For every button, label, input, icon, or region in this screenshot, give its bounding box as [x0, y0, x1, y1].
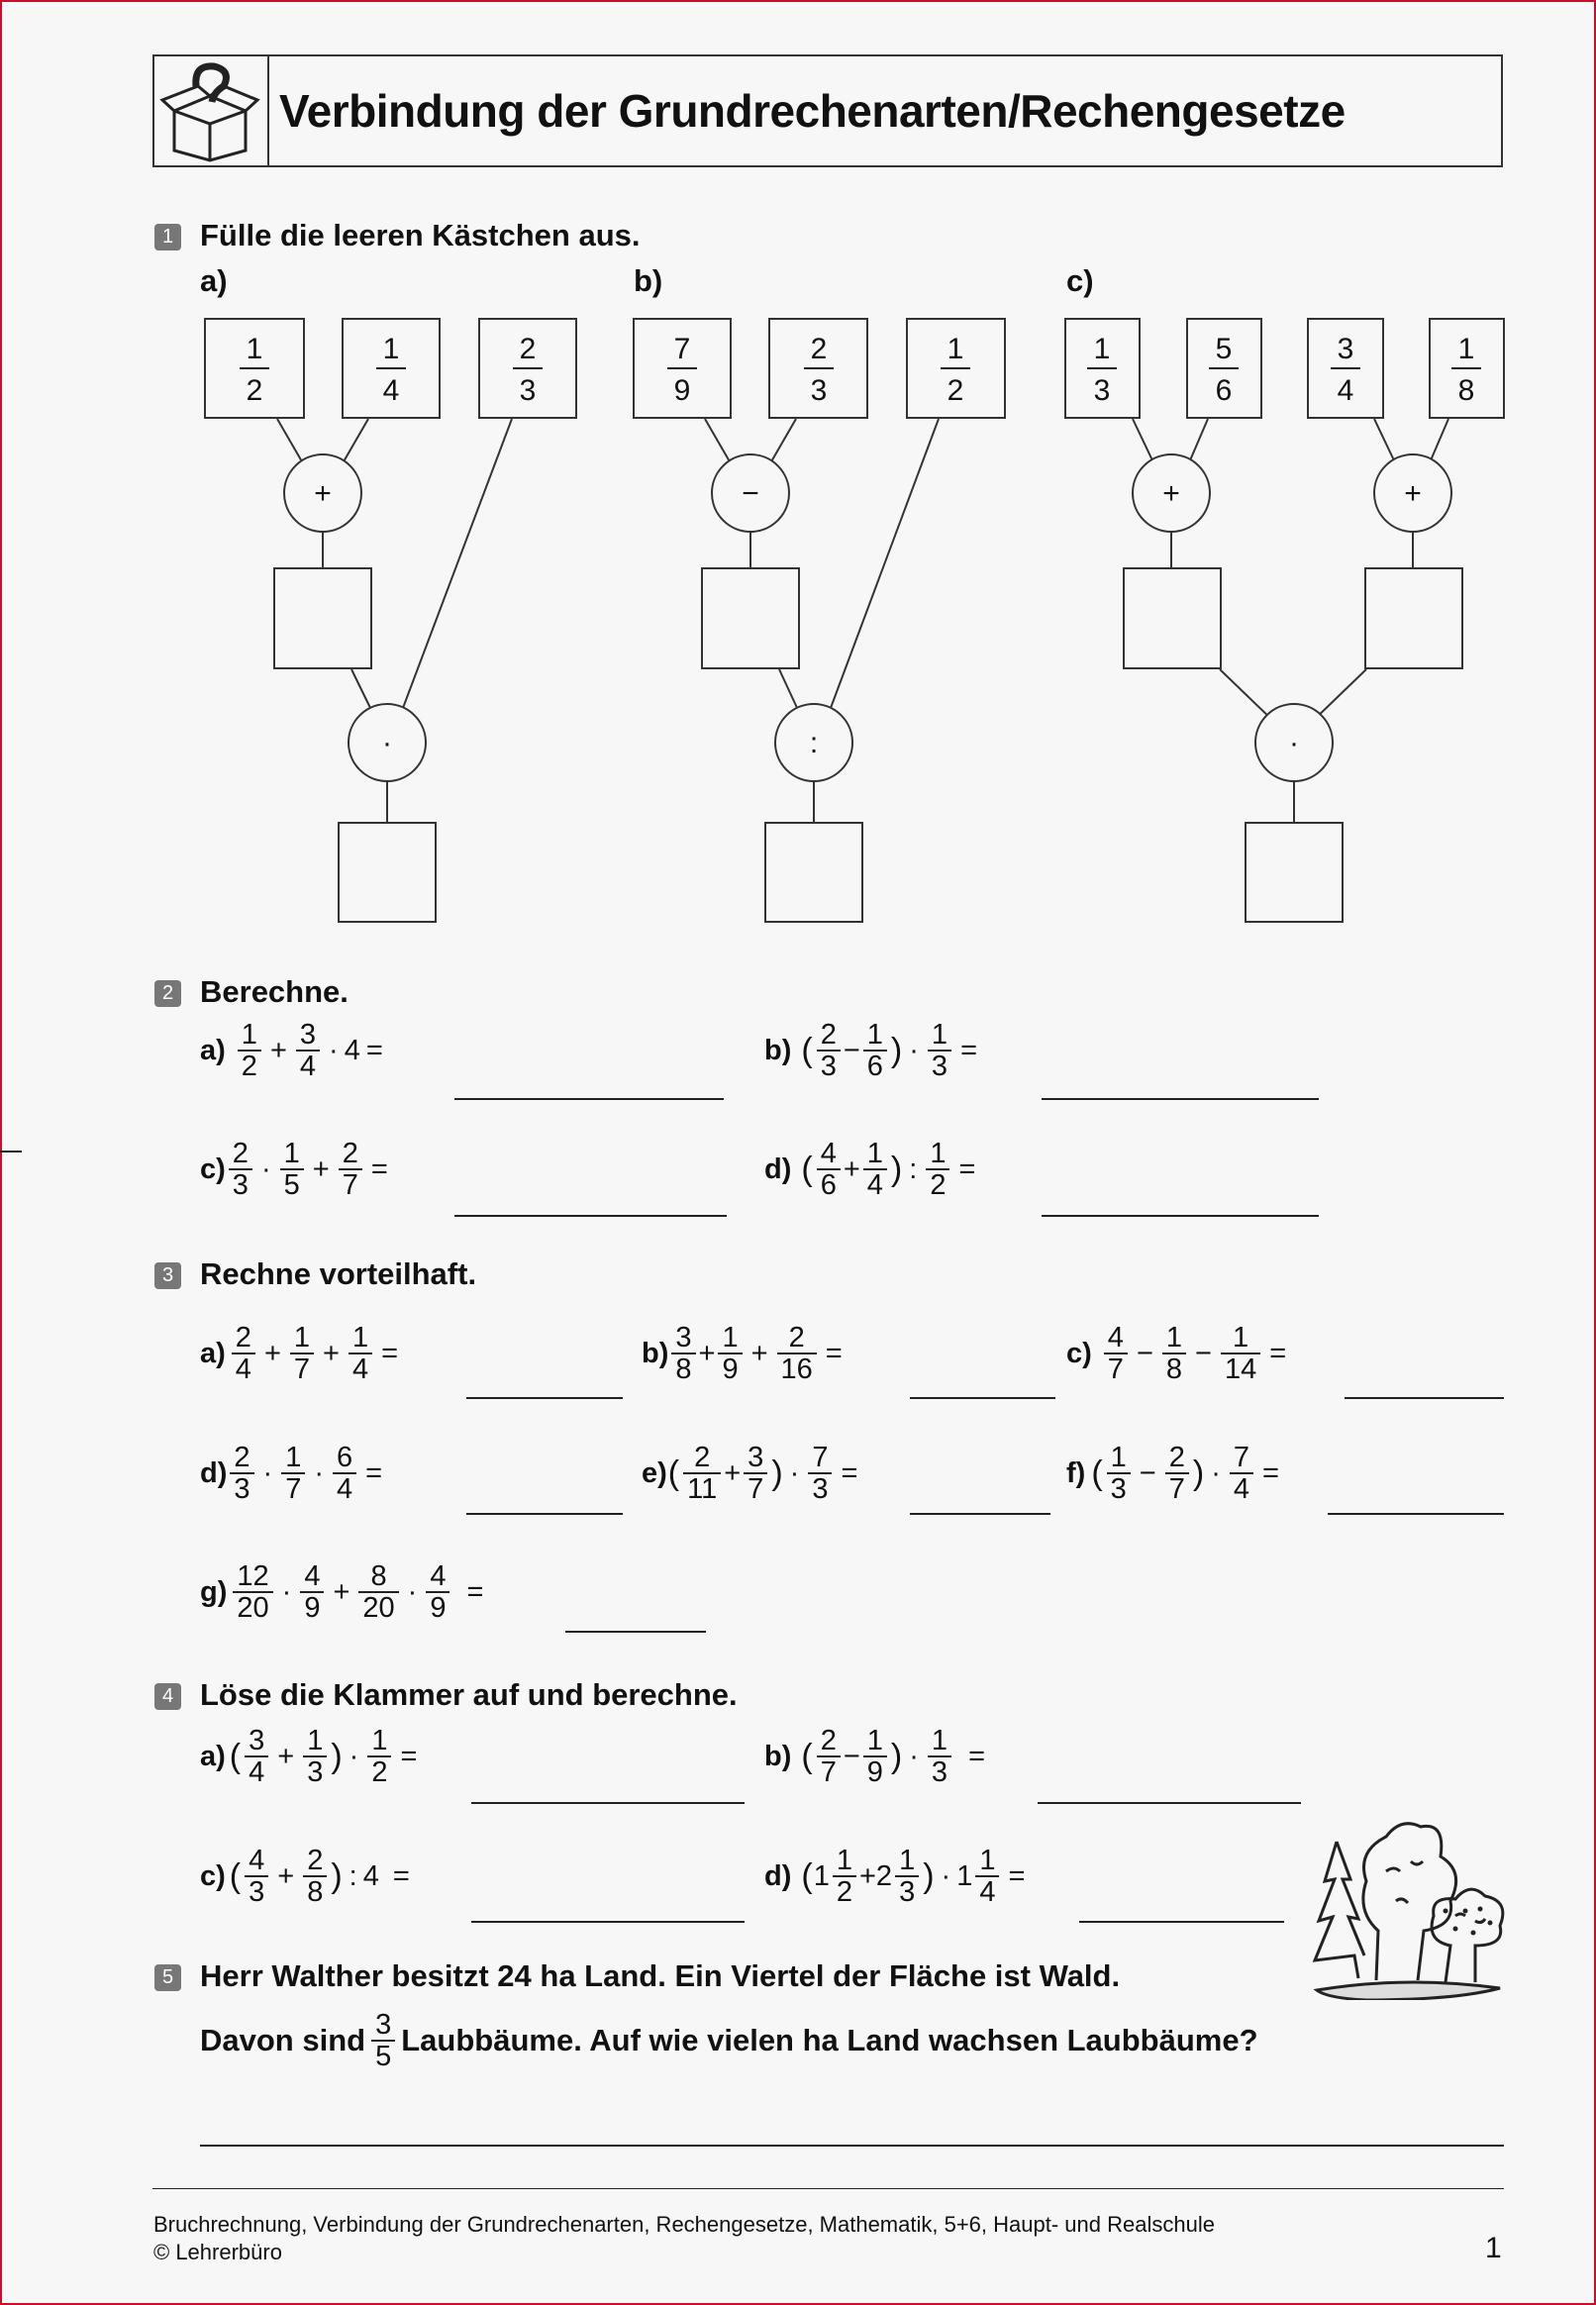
- answer-line-2a[interactable]: [454, 1098, 724, 1100]
- task-2a-label: a): [200, 1034, 226, 1066]
- task-2-title: Berechne.: [200, 974, 349, 1009]
- box-b2-num: 2: [810, 333, 828, 365]
- box-a3-den: 3: [519, 374, 537, 407]
- op-a2: ·: [382, 727, 392, 759]
- task-number-1: 1: [154, 224, 181, 251]
- box-a2-den: 4: [382, 374, 400, 407]
- answer-line-3e[interactable]: [910, 1513, 1050, 1515]
- task-3g-expression: g) $\frac{12}{20}$ · $\frac{4}{9}$ + $\frac{8}{20}$ · $\frac{4}{9}$ =: [200, 1560, 484, 1625]
- box-c3-num: 3: [1337, 333, 1354, 365]
- forest-illustration: [1307, 1812, 1510, 2000]
- op-b2: :: [809, 727, 819, 759]
- task-5-line2: Davon sind $\frac{3}{5}$ Laubbäume. Auf wie vielen ha Land wachsen Laubbäume?: [200, 2009, 1258, 2073]
- task-3e-expression: e) ( $\frac{2}{11}$ + $\frac{3}{7}$ ) · $\frac{7}{3}$ =: [642, 1442, 858, 1506]
- task-5-line1: Herr Walther besitzt 24 ha Land. Ein Viertel der Fläche ist Wald.: [200, 1958, 1121, 1993]
- box-b1-den: 9: [673, 374, 691, 407]
- task-1-diagrams: [0, 0, 1596, 951]
- task-2d-label: d): [764, 1152, 792, 1185]
- task-4d-expression: d) ( 1 $\frac{1}{2}$ + 2 $\frac{1}{3}$ ) · 1 $\frac{1}{4}$ =: [764, 1845, 1026, 1909]
- footer-copyright: © Lehrerbüro: [153, 2240, 282, 2264]
- task-3b-expression: b) $\frac{3}{8}$ + $\frac{1}{9}$ + $\frac{2}{16}$ =: [642, 1322, 843, 1386]
- box-a1-den: 2: [246, 374, 263, 407]
- task-1c-label: c): [1066, 263, 1094, 298]
- answer-line-3b[interactable]: [910, 1397, 1055, 1399]
- task-1-title: Fülle die leeren Kästchen aus.: [200, 218, 641, 252]
- op-a1: +: [314, 477, 332, 510]
- task-3c-expression: c) $\frac{4}{7}$ − $\frac{1}{8}$ − $\frac{1}{14}$ =: [1066, 1322, 1287, 1386]
- task-2c-label: c): [200, 1152, 226, 1185]
- box-b2-den: 3: [810, 374, 828, 407]
- box-c1-num: 1: [1093, 333, 1111, 365]
- task-4c-expression: c) ( $\frac{4}{3}$ + $\frac{2}{8}$ ) : 4 =: [200, 1845, 410, 1909]
- op-b1: −: [742, 477, 759, 510]
- task-2b-label: b): [764, 1034, 792, 1066]
- answer-line-2c[interactable]: [454, 1215, 727, 1217]
- box-c2-num: 5: [1215, 333, 1233, 365]
- task-number-2: 2: [154, 980, 181, 1007]
- task-1b-label: b): [634, 263, 663, 298]
- task-2d-expression: d) ( $\frac{4}{6}$ + $\frac{1}{4}$ ) : $\frac{1}{2}$ =: [764, 1138, 976, 1202]
- answer-line-4d[interactable]: [1079, 1921, 1284, 1923]
- answer-line-3f[interactable]: [1328, 1513, 1504, 1515]
- answer-line-4b[interactable]: [1038, 1802, 1301, 1804]
- task-3a-expression: a) $\frac{2}{4}$ + $\frac{1}{7}$ + $\frac{1}{4}$ =: [200, 1322, 399, 1386]
- box-b3-num: 1: [947, 333, 964, 365]
- box-c1-den: 3: [1093, 374, 1111, 407]
- box-b1-num: 7: [673, 333, 691, 365]
- box-c4-den: 8: [1457, 374, 1475, 407]
- answer-line-3d[interactable]: [466, 1513, 623, 1515]
- footer-divider: [152, 2188, 1504, 2189]
- task-3f-expression: f) ( $\frac{1}{3}$ − $\frac{2}{7}$ ) · $\frac{7}{4}$ =: [1066, 1442, 1279, 1506]
- task-4-title: Löse die Klammer auf und berechne.: [200, 1677, 738, 1712]
- task-number-3: 3: [154, 1262, 181, 1289]
- op-c1: +: [1162, 477, 1180, 510]
- box-c4-num: 1: [1457, 333, 1475, 365]
- task-5-line2-post: Laubbäume. Auf wie vielen ha Land wachsen Laubbäume?: [401, 2023, 1258, 2058]
- op-c3: ·: [1289, 727, 1299, 759]
- task-4a-expression: a) ( $\frac{3}{4}$ + $\frac{1}{3}$ ) · $\frac{1}{2}$ =: [200, 1725, 418, 1789]
- answer-line-3c[interactable]: [1345, 1397, 1504, 1399]
- box-a1-num: 1: [246, 333, 263, 365]
- footer-source: Bruchrechnung, Verbindung der Grundrechenarten, Rechengesetze, Mathematik, 5+6, Haupt- und Realschule: [153, 2212, 1215, 2237]
- task-2a-expression: a) $\frac{1}{2}$ + $\frac{3}{4}$ · 4 =: [200, 1019, 383, 1083]
- box-c2-den: 6: [1215, 374, 1233, 407]
- page-title: Verbindung der Grundrechenarten/Rechengesetze: [279, 85, 1346, 137]
- box-c3-den: 4: [1337, 374, 1354, 407]
- page-number: 1: [1485, 2232, 1502, 2264]
- answer-line-3g[interactable]: [565, 1631, 706, 1633]
- op-c2: +: [1404, 477, 1422, 510]
- answer-line-4c[interactable]: [471, 1921, 745, 1923]
- answer-line-3a[interactable]: [466, 1397, 623, 1399]
- box-b3-den: 2: [947, 374, 964, 407]
- task-5-line2-pre: Davon sind: [200, 2023, 366, 2058]
- answer-line-5[interactable]: [200, 2145, 1504, 2147]
- task-number-4: 4: [154, 1683, 181, 1710]
- answer-line-2b[interactable]: [1042, 1098, 1319, 1100]
- answer-line-2d[interactable]: [1042, 1215, 1319, 1217]
- task-3-title: Rechne vorteilhaft.: [200, 1256, 477, 1291]
- box-a3-num: 2: [519, 333, 537, 365]
- task-3d-expression: d) $\frac{2}{3}$ · $\frac{1}{7}$ · $\frac{6}{4}$ =: [200, 1442, 383, 1506]
- answer-line-4a[interactable]: [471, 1802, 745, 1804]
- task-2c-expression: c) $\frac{2}{3}$ · $\frac{1}{5}$ + $\frac{2}{7}$ =: [200, 1138, 388, 1202]
- box-a2-num: 1: [382, 333, 400, 365]
- task-4b-expression: b) ( $\frac{2}{7}$ − $\frac{1}{9}$ ) · $\frac{1}{3}$ =: [764, 1725, 985, 1789]
- task-1a-label: a): [200, 263, 228, 298]
- task-2b-expression: b) ( $\frac{2}{3}$ − $\frac{1}{6}$ ) · $\frac{1}{3}$ =: [764, 1019, 977, 1083]
- task-number-5: 5: [154, 1964, 181, 1991]
- margin-mark: [0, 1151, 22, 1152]
